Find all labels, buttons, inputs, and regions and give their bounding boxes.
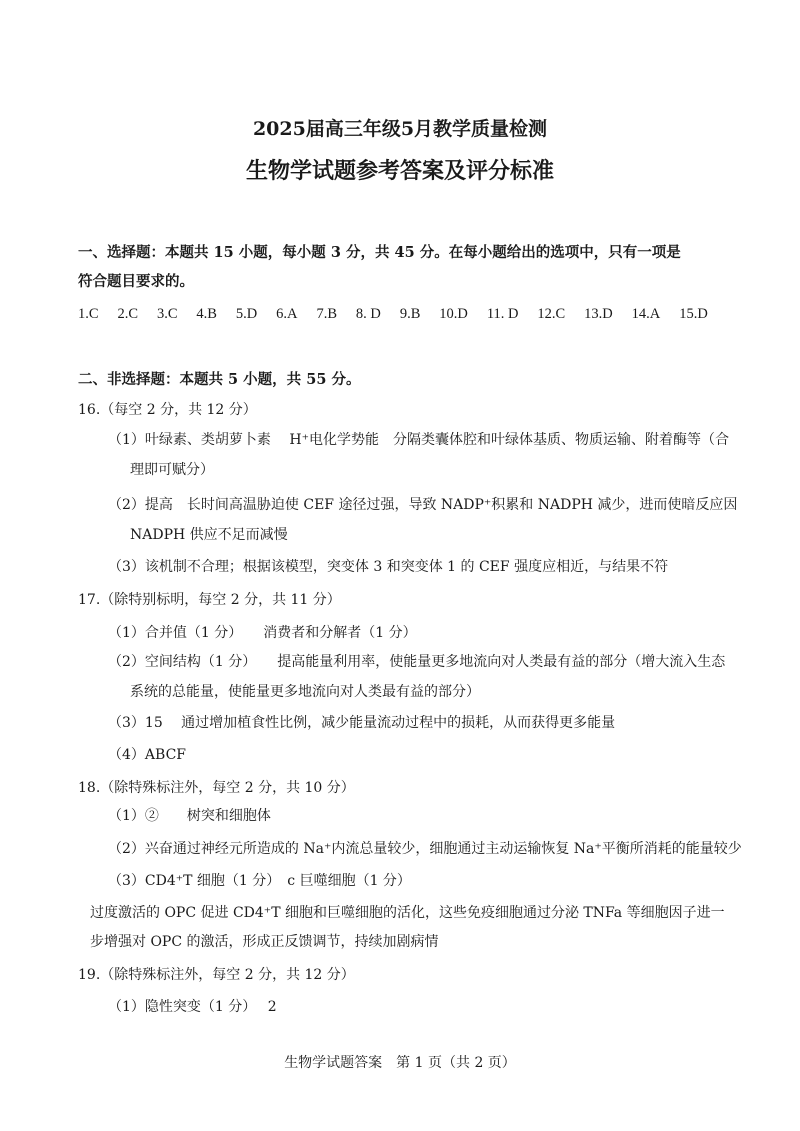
page-footer: 生物学试题答案 第 1 页（共 2 页） <box>284 1055 516 1071</box>
q17-3: （3）15 通过增加植食性比例，减少能量流动过程中的损耗，从而获得更多能量 <box>108 715 616 731</box>
q18-header: 18.（除特殊标注外，每空 2 分，共 10 分） <box>78 780 355 796</box>
multiple-choice-answers <box>78 306 708 323</box>
section1-heading-cont: 符合题目要求的。 <box>78 273 194 290</box>
section1-heading: 一、选择题：本题共 15 小题，每小题 3 分，共 45 分。在每小题给出的选项中，只有一项是 <box>78 244 681 261</box>
document-title: 2025届高三年级5月教学质量检测 <box>252 118 548 140</box>
answer-item: 8. D <box>355 306 381 322</box>
answer-item: 13.D <box>584 306 613 322</box>
q16-1: （1）叶绿素、类胡萝卜素 H⁺电化学势能 分隔类囊体腔和叶绿体基质、物质运输、附着酶等（合 <box>108 432 729 448</box>
q16-2: （2）提高 长时间高温胁迫使 CEF 途径过强，导致 NADP⁺积累和 NADPH 减少，进而使暗反应因 <box>108 497 738 513</box>
q18-explanation: 过度激活的 OPC 促进 CD4⁺T 细胞和巨噬细胞的活化，这些免疫细胞通过分泌 TNFa 等细胞因子进一 <box>90 905 725 921</box>
answer-item: 2.C <box>117 306 139 322</box>
answer-item: 10.D <box>439 306 468 322</box>
answer-item: 4.B <box>196 306 217 322</box>
q19-header: 19.（除特殊标注外，每空 2 分，共 12 分） <box>78 967 355 983</box>
q17-4: （4）ABCF <box>108 747 186 763</box>
section2-heading: 二、非选择题：本题共 5 小题，共 55 分。 <box>78 371 361 388</box>
q18-3: （3）CD4⁺T 细胞（1 分） c 巨噬细胞（1 分） <box>108 873 411 889</box>
q18-explanation-cont: 步增强对 OPC 的激活，形成正反馈调节，持续加剧病情 <box>90 934 439 950</box>
answer-item: 5.D <box>235 306 258 322</box>
document-subtitle: 生物学试题参考答案及评分标准 <box>245 158 554 184</box>
answer-item: 7.B <box>316 306 337 322</box>
answer-item: 3.C <box>156 306 178 322</box>
q16-1-cont: 理即可赋分） <box>130 462 214 478</box>
answer-item: 12.C <box>537 306 566 322</box>
answer-item: 14.A <box>631 306 661 322</box>
answer-item: 11. D <box>486 306 519 322</box>
q17-2: （2）空间结构（1 分） 提高能量利用率，使能量更多地流向对人类最有益的部分（增大流入生态 <box>108 654 726 670</box>
q17-1: （1）合并值（1 分） 消费者和分解者（1 分） <box>108 625 417 641</box>
answer-item: 6.A <box>276 306 298 322</box>
q16-2-cont: NADPH 供应不足而减慢 <box>130 527 288 543</box>
answer-item: 15.D <box>679 306 708 322</box>
q18-2: （2）兴奋通过神经元所造成的 Na⁺内流总量较少，细胞通过主动运输恢复 Na⁺平衡所消耗的能量较少 <box>108 841 742 857</box>
q19-1: （1）隐性突变（1 分） 2 <box>108 999 277 1015</box>
q17-2-cont: 系统的总能量，使能量更多地流向对人类最有益的部分） <box>130 684 480 700</box>
q18-1: （1）② 树突和细胞体 <box>108 808 271 824</box>
answer-item: 1.C <box>78 306 99 322</box>
q16-header: 16.（每空 2 分，共 12 分） <box>78 402 257 418</box>
q17-header: 17.（除特别标明，每空 2 分，共 11 分） <box>78 592 341 608</box>
q16-3: （3）该机制不合理；根据该模型，突变体 3 和突变体 1 的 CEF 强度应相近，与结果不符 <box>108 559 669 575</box>
answer-item: 9.B <box>399 306 421 322</box>
